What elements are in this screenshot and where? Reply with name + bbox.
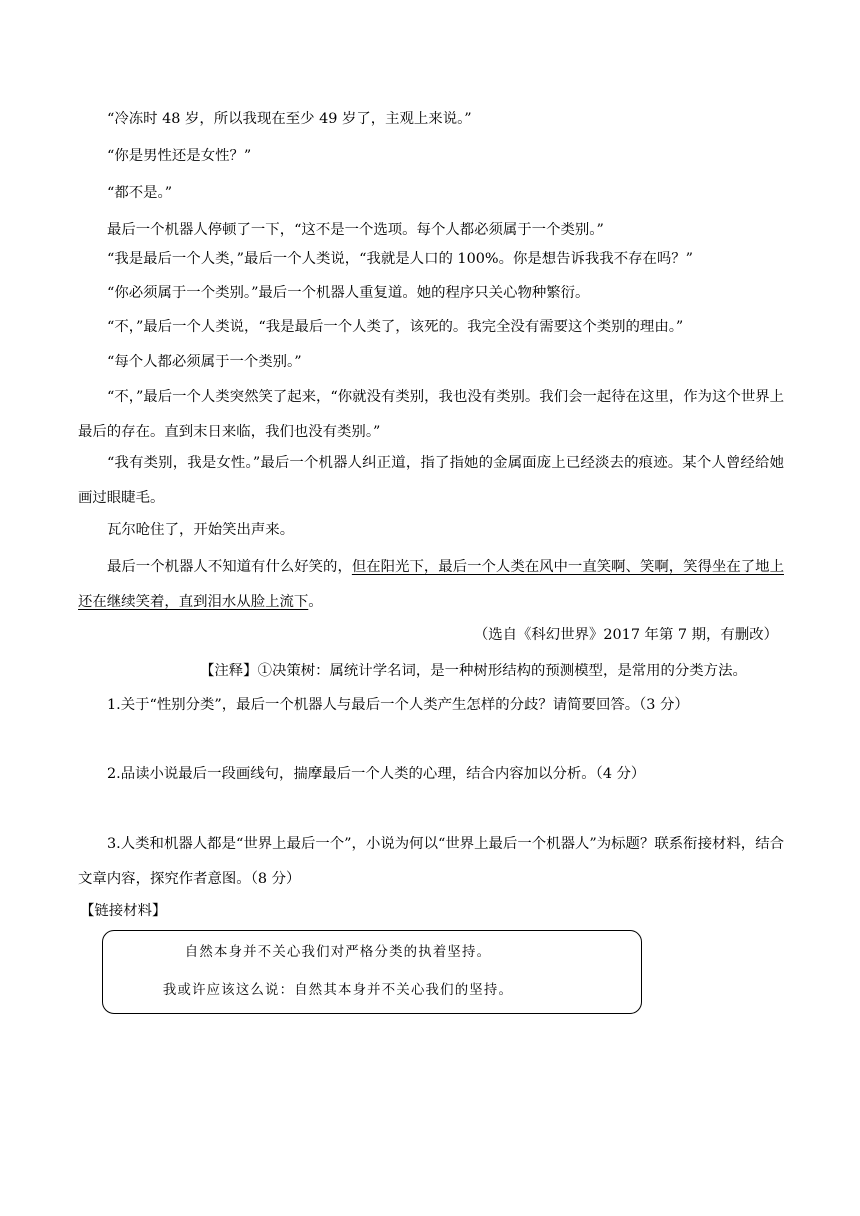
- paragraph-12-plain: 最后一个机器人不知道有什么好笑的，: [107, 559, 352, 575]
- link-material-label: 【链接材料】: [80, 903, 167, 919]
- story-paragraph-4: 最后一个机器人停顿了一下，“这不是一个选项。每个人都必须属于一个类别。”: [107, 222, 604, 238]
- source-citation: （选自《科幻世界》2017 年第 7 期，有删改）: [473, 627, 778, 643]
- question-3: 3.人类和机器人都是“世界上最后一个”，小说为何以“世界上最后一个机器人”为标题？联系衔接材料，结合文章内容，探究作者意图。（8 分）: [78, 836, 784, 887]
- story-paragraph-8: “每个人都必须属于一个类别。”: [107, 354, 302, 370]
- story-paragraph-2: “你是男性还是女性？”: [107, 148, 252, 164]
- story-paragraph-10: “我有类别，我是女性。”最后一个机器人纠正道，指了指她的金属面庞上已经淡去的痕迹。某个人曾经给她画过眼睫毛。: [78, 455, 784, 506]
- underlined-sentence: 但在阳光下，最后一个人类在风中一直笑啊、笑啊，笑得坐在了地上还在继续笑着，直到泪水从脸上流下: [78, 559, 784, 610]
- paragraph-12-end: 。: [308, 594, 323, 610]
- story-paragraph-12: [78, 550, 784, 620]
- link-material-line-2: 我或许应该这么说：自然其本身并不关心我们的坚持。: [162, 983, 514, 998]
- question-2: 2.品读小说最后一段画线句，揣摩最后一个人类的心理，结合内容加以分析。（4 分）: [107, 766, 646, 782]
- story-paragraph-11: 瓦尔呛住了，开始笑出声来。: [107, 522, 295, 538]
- story-paragraph-3: “都不是。”: [107, 185, 173, 201]
- link-material-box: [102, 930, 642, 1014]
- story-paragraph-1: “冷冻时 48 岁，所以我现在至少 49 岁了，主观上来说。”: [107, 111, 472, 127]
- story-paragraph-7: “不，”最后一个人类说，“我是最后一个人类了，该死的。我完全没有需要这个类别的理由。”: [107, 319, 684, 335]
- link-material-line-1: 自然本身并不关心我们对严格分类的执着坚持。: [184, 945, 492, 960]
- story-paragraph-5: “我是最后一个人类，”最后一个人类说，“我就是人口的 100%。你是想告诉我我不存在吗？”: [107, 251, 694, 267]
- story-paragraph-9: “不，”最后一个人类突然笑了起来，“你就没有类别，我也没有类别。我们会一起待在这里，作为这个世界上最后的存在。直到末日来临，我们也没有类别。”: [78, 389, 784, 440]
- annotation-note: 【注释】①决策树：属统计学名词，是一种树形结构的预测模型，是常用的分类方法。: [200, 663, 747, 679]
- story-paragraph-6: “你必须属于一个类别。”最后一个机器人重复道。她的程序只关心物种繁衍。: [107, 285, 590, 301]
- question-1: 1.关于“性别分类”，最后一个机器人与最后一个人类产生怎样的分歧？请简要回答。（3 分）: [107, 697, 689, 713]
